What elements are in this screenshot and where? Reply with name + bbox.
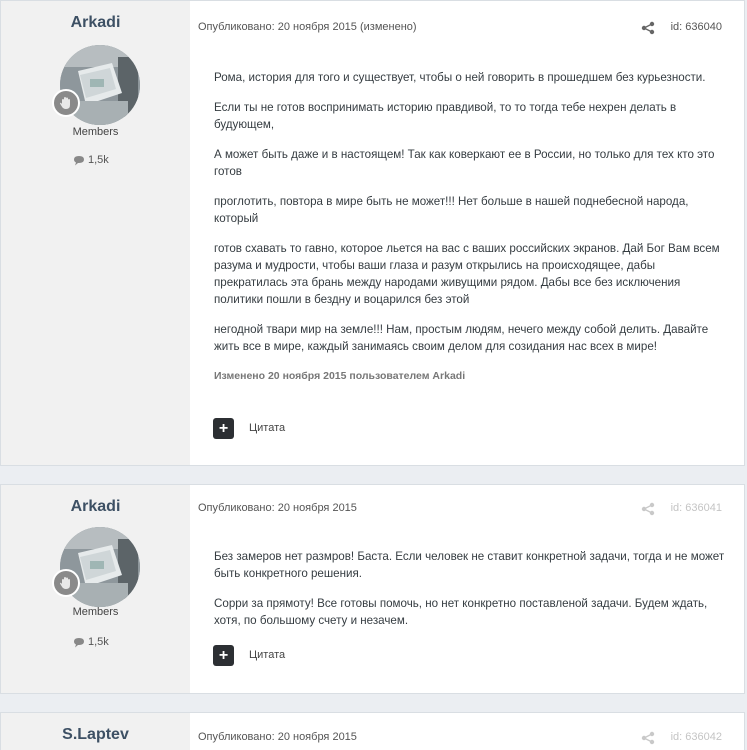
share-icon[interactable]	[641, 502, 655, 516]
post-content	[190, 713, 744, 750]
post-id-link[interactable]: id: 636041	[670, 502, 722, 514]
post-date: Опубликовано: 20 ноября 2015	[198, 502, 357, 514]
post-paragraph: Сорри за прямоту! Все готовы помочь, но нет конкретно поставленой задачи. Будем ждать, хотя, по большому счету и незачем.	[214, 597, 708, 627]
share-icon[interactable]	[641, 731, 655, 745]
author-name-link[interactable]: Arkadi	[70, 498, 121, 515]
post-paragraph: Рома, история для того и существует, чтобы о ней говорить в прошедшем без курьезности.	[214, 71, 706, 84]
quote-button[interactable]	[213, 645, 234, 666]
reputation-count: 1,5k	[88, 636, 109, 648]
member-group: Members	[72, 126, 119, 138]
post-paragraph: готов схавать то гавно, которое льется на вас с ваших российских экранов. Дай Бог Вам всем разума и мудрости, чтобы ваши глаза и разум открылись на происходящее, дабы прекратилась эта брань между народами живущими рядом. Дабы все без исключения политики пошли в бездну и воцарился без этой	[214, 242, 720, 306]
edited-note: Изменено 20 ноября 2015 пользователем Arkadi	[214, 370, 466, 382]
share-icon[interactable]	[641, 21, 655, 35]
post-date: Опубликовано: 20 ноября 2015	[198, 731, 357, 743]
hand-wave-icon	[58, 575, 74, 591]
post-paragraph: проглотить, повтора в мире быть не может!!! Нет больше в нашей поднебесной народа, который	[214, 195, 689, 225]
plus-icon: +	[218, 419, 229, 437]
author-panel	[1, 713, 190, 750]
member-group: Members	[72, 606, 119, 618]
post	[0, 484, 745, 694]
comment-icon	[73, 637, 85, 648]
quote-label[interactable]: Цитата	[249, 649, 286, 661]
rank-badge	[52, 569, 80, 597]
rank-badge	[52, 89, 80, 117]
plus-icon: +	[218, 646, 229, 664]
author-panel	[1, 1, 190, 465]
post-paragraph: Если ты не готов воспринимать историю правдивой, то то тогда тебе нехрен делать в будующем,	[214, 101, 677, 131]
post-content	[190, 485, 744, 693]
post-date: Опубликовано: 20 ноября 2015 (изменено)	[198, 21, 417, 33]
post	[0, 712, 745, 750]
author-panel	[1, 485, 190, 693]
reputation-count: 1,5k	[88, 154, 109, 166]
post-body	[214, 548, 730, 642]
comment-icon	[73, 155, 85, 166]
post-id-link[interactable]: id: 636042	[670, 731, 722, 743]
reputation	[73, 636, 109, 648]
post-paragraph: Без замеров нет размров! Баста. Если человек не ставит конкретной задачи, тогда и не может быть конкретного решения.	[214, 550, 725, 580]
author-name-link[interactable]: Arkadi	[70, 14, 121, 31]
reputation	[73, 154, 109, 166]
hand-wave-icon	[58, 95, 74, 111]
post-paragraph: А может быть даже и в настоящем! Так как коверкают ее в России, но только для тех кто это готов	[214, 148, 715, 178]
post-content	[190, 1, 744, 465]
quote-label[interactable]: Цитата	[249, 422, 286, 434]
quote-button[interactable]	[213, 418, 234, 439]
post-body	[214, 69, 730, 398]
post-id-link[interactable]: id: 636040	[670, 21, 722, 33]
author-name-link[interactable]: S.Laptev	[62, 726, 129, 743]
post-paragraph: негодной твари мир на земле!!! Нам, простым людям, нечего между собой делить. Давайте жить все в мире, каждый занимаясь своим делом для созидания нас всех в мире!	[214, 323, 709, 353]
